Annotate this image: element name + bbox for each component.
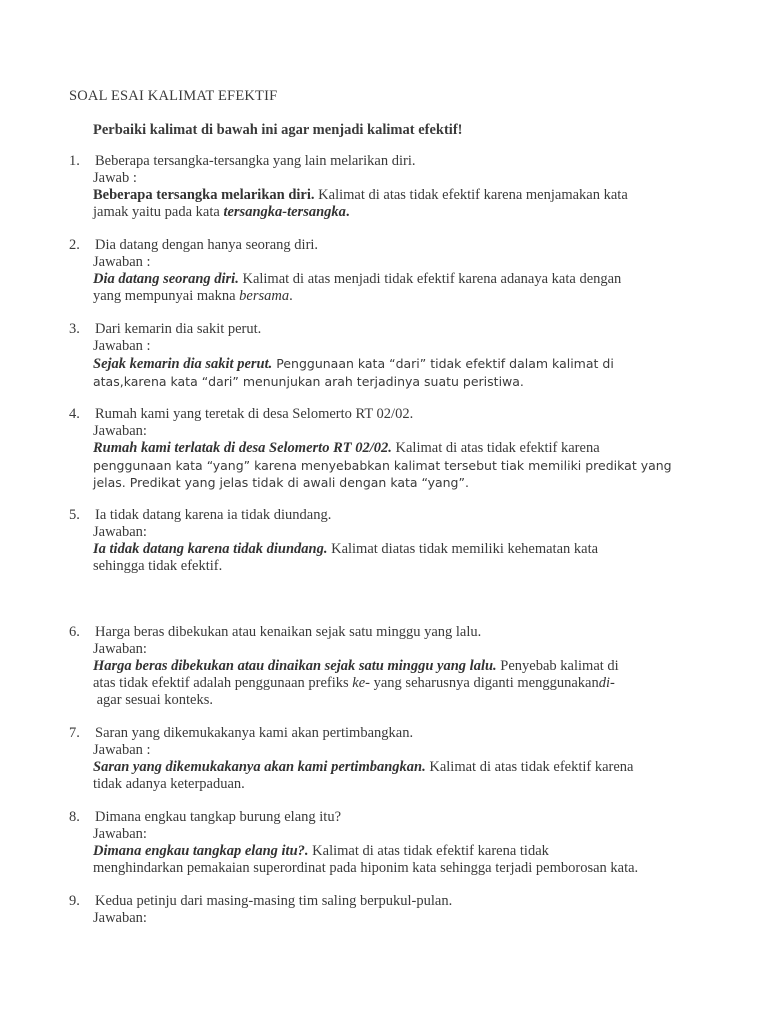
item-number: 7. xyxy=(69,725,80,741)
emphasis-word: di- xyxy=(598,675,615,691)
item-number: 5. xyxy=(69,507,80,523)
explanation-line: menghindarkan pemakaian superordinat pada hiponim kata sehingga terjadi pemborosan kata. xyxy=(93,860,639,876)
explanation-line xyxy=(93,288,709,305)
corrected-sentence: Ia tidak datang karena tidak diundang. xyxy=(93,541,328,557)
corrected-sentence: Dia datang seorang diri. xyxy=(93,271,239,287)
question-text: Kedua petinju dari masing-masing tim saling berpukul-pulan. xyxy=(95,893,453,909)
explanation-line: sehingga tidak efektif. xyxy=(93,558,223,574)
explanation-text: Kalimat diatas tidak memiliki kehematan kata xyxy=(327,541,599,557)
list-item xyxy=(69,624,709,709)
answer-label: Jawaban: xyxy=(93,423,147,439)
punctuation: . xyxy=(289,288,293,304)
corrected-sentence: Sejak kemarin dia sakit perut. xyxy=(93,356,273,372)
answer-text xyxy=(93,187,709,204)
item-number: 9. xyxy=(69,893,80,909)
explanation-line: tidak adanya keterpaduan. xyxy=(93,776,245,792)
emphasis-word: ke- xyxy=(352,675,370,691)
explanation-text: Kalimat di atas menjadi tidak efektif karena adanaya kata dengan xyxy=(238,271,622,287)
explanation-line xyxy=(93,675,709,692)
answer-text xyxy=(93,355,709,373)
item-number: 3. xyxy=(69,321,80,337)
question-text: Dari kemarin dia sakit perut. xyxy=(95,321,262,337)
answer-text xyxy=(93,440,709,457)
item-number: 1. xyxy=(69,153,80,169)
list-item xyxy=(69,153,709,221)
explanation-text: Kalimat di atas tidak efektif karena xyxy=(391,440,600,456)
question-text: Harga beras dibekukan atau kenaikan sejak satu minggu yang lalu. xyxy=(95,624,482,640)
emphasis-word: bersama xyxy=(239,288,290,304)
question-text: Saran yang dikemukakanya kami akan pertimbangkan. xyxy=(95,725,414,741)
item-number: 6. xyxy=(69,624,80,640)
answer-label: Jawaban : xyxy=(93,742,151,758)
question-text: Beberapa tersangka-tersangka yang lain melarikan diri. xyxy=(95,153,416,169)
explanation-line: jelas. Predikat yang jelas tidak di awali dengan kata “yang”. xyxy=(93,475,469,490)
list-item xyxy=(69,809,709,877)
explanation-text: yang mempunyai makna xyxy=(93,288,240,304)
emphasis-word: tersangka-tersangka xyxy=(223,204,346,220)
corrected-sentence: Saran yang dikemukakanya akan kami pertimbangkan. xyxy=(93,759,426,775)
page-title: SOAL ESAI KALIMAT EFEKTIF xyxy=(69,88,278,104)
corrected-sentence: Harga beras dibekukan atau dinaikan sejak satu minggu yang lalu. xyxy=(93,658,497,674)
item-number: 8. xyxy=(69,809,80,825)
item-number: 4. xyxy=(69,406,80,422)
item-number: 2. xyxy=(69,237,80,253)
explanation-text: yang seharusnya diganti menggunakan xyxy=(369,675,599,691)
answer-text xyxy=(93,658,709,675)
list-item xyxy=(69,321,709,390)
answer-label: Jawaban: xyxy=(93,641,147,657)
corrected-sentence: Rumah kami terlatak di desa Selomerto RT 02/02. xyxy=(93,440,392,456)
explanation-line xyxy=(93,204,709,221)
corrected-sentence: Beberapa tersangka melarikan diri. xyxy=(93,187,315,203)
list-item xyxy=(69,406,709,491)
question-text: Dia datang dengan hanya seorang diri. xyxy=(95,237,319,253)
punctuation: . xyxy=(345,204,350,220)
explanation-text: Kalimat di atas tidak efektif karena tidak xyxy=(308,843,549,859)
list-item xyxy=(69,507,709,575)
list-item xyxy=(69,725,709,793)
question-text: Rumah kami yang teretak di desa Selomerto RT 02/02. xyxy=(95,406,414,422)
answer-label: Jawaban: xyxy=(93,910,147,926)
question-text: Ia tidak datang karena ia tidak diundang. xyxy=(95,507,332,523)
explanation-text: Penggunaan kata “dari” tidak efektif dalam kalimat di xyxy=(272,356,614,371)
list-item xyxy=(69,237,709,305)
explanation-text: Kalimat di atas tidak efektif karena menjamakan kata xyxy=(314,187,628,203)
explanation-text: Penyebab kalimat di xyxy=(496,658,619,674)
answer-text xyxy=(93,541,709,558)
answer-label: Jawaban: xyxy=(93,826,147,842)
answer-label: Jawaban : xyxy=(93,254,151,270)
instruction-text: Perbaiki kalimat di bawah ini agar menjadi kalimat efektif! xyxy=(93,122,463,138)
answer-label: Jawaban: xyxy=(93,524,147,540)
explanation-line: atas,karena kata “dari” menunjukan arah terjadinya suatu peristiwa. xyxy=(93,374,524,389)
answer-text xyxy=(93,271,709,288)
explanation-line: agar sesuai konteks. xyxy=(93,692,213,708)
explanation-text: atas tidak efektif adalah penggunaan prefiks xyxy=(93,675,353,691)
corrected-sentence: Dimana engkau tangkap elang itu?. xyxy=(93,843,309,859)
answer-text xyxy=(93,759,709,776)
question-text: Dimana engkau tangkap burung elang itu? xyxy=(95,809,342,825)
answer-label: Jawaban : xyxy=(93,338,151,354)
explanation-text: Kalimat di atas tidak efektif karena xyxy=(425,759,634,775)
explanation-line: penggunaan kata “yang” karena menyebabkan kalimat tersebut tiak memiliki predikat yang xyxy=(93,458,672,473)
answer-text xyxy=(93,843,709,860)
list-item xyxy=(69,893,709,927)
explanation-text: jamak yaitu pada kata xyxy=(93,204,224,220)
answer-label: Jawab : xyxy=(93,170,137,186)
